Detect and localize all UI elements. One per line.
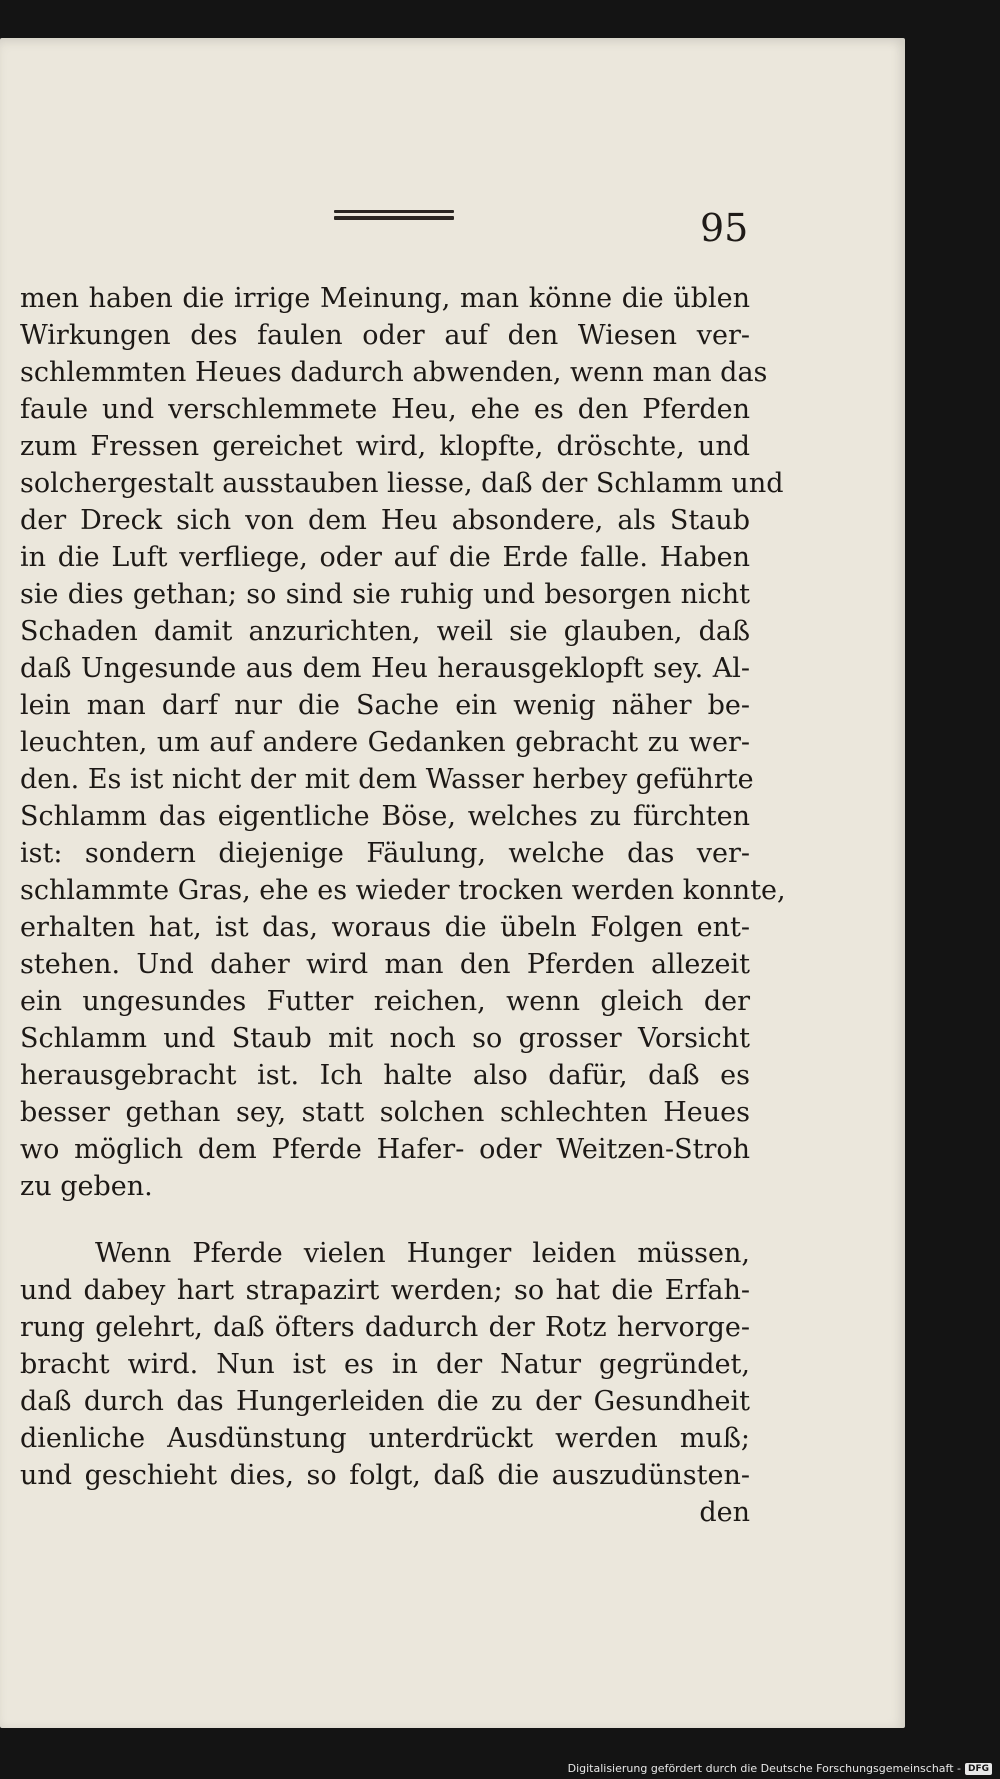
credit-text: Digitalisierung gefördert durch die Deutsche Forschungsgemeinschaft - [567,1762,961,1775]
page-number: 95 [700,206,749,250]
text-line: daß Ungesunde aus dem Heu herausgeklopft sey. Al- [20,653,750,684]
text-line: Schlamm und Staub mit noch so grosser Vorsicht [20,1023,750,1054]
text-line: sie dies gethan; so sind sie ruhig und besorgen nicht [20,579,750,610]
text-line: besser gethan sey, statt solchen schlechten Heues [20,1097,750,1128]
text-line: daß durch das Hungerleiden die zu der Gesundheit [20,1386,750,1417]
text-line: in die Luft verfliege, oder auf die Erde falle. Haben [20,542,750,573]
text-line: schlemmten Heues dadurch abwenden, wenn man das [20,357,768,388]
text-line: herausgebracht ist. Ich halte also dafür, daß es [20,1060,750,1091]
paragraph-gap [20,1205,750,1235]
text-line: dienliche Ausdünstung unterdrückt werden muß; [20,1423,750,1454]
text-line: zum Fressen gereichet wird, klopfte, dröschte, und [20,431,750,462]
text-line: lein man darf nur die Sache ein wenig näher be- [20,690,750,721]
text-line: und dabey hart strapazirt werden; so hat die Erfah- [20,1275,750,1306]
text-line: erhalten hat, ist das, woraus die übeln Folgen ent- [20,912,750,943]
text-line: stehen. Und daher wird man den Pferden allezeit [20,949,750,980]
text-line: Wenn Pferde vielen Hunger leiden müssen, [95,1238,750,1269]
dfg-logo-icon: DFG [965,1763,992,1775]
text-line: den. Es ist nicht der mit dem Wasser herbey geführte [20,764,754,795]
text-line: ein ungesundes Futter reichen, wenn gleich der [20,986,750,1017]
text-line: und geschieht dies, so folgt, daß die auszudünsten- [20,1460,750,1491]
text-line: Schlamm das eigentliche Böse, welches zu fürchten [20,801,750,832]
text-line: bracht wird. Nun ist es in der Natur gegründet, [20,1349,750,1380]
digitization-credit [568,1762,992,1775]
text-line: men haben die irrige Meinung, man könne die üblen [20,283,750,314]
text-line: Wirkungen des faulen oder auf den Wiesen ver- [20,320,750,351]
text-line: ist: sondern diejenige Fäulung, welche das ver- [20,838,750,869]
text-line: schlammte Gras, ehe es wieder trocken werden konnte, [20,875,786,906]
text-line: den [699,1497,750,1528]
text-line: rung gelehrt, daß öfters dadurch der Rotz hervorge- [20,1312,750,1343]
text-line: zu geben. [20,1171,153,1202]
text-line: Schaden damit anzurichten, weil sie glauben, daß [20,616,750,647]
text-line: solchergestalt ausstauben liesse, daß der Schlamm und [20,468,784,499]
text-line: wo möglich dem Pferde Hafer- oder Weitzen-Stroh [20,1134,750,1165]
text-line: faule und verschlemmete Heu, ehe es den Pferden [20,394,750,425]
text-line: der Dreck sich von dem Heu absondere, als Staub [20,505,750,536]
body-text [20,280,786,1531]
book-page [0,38,905,1728]
header-rule [334,210,454,222]
text-line: leuchten, um auf andere Gedanken gebracht zu wer- [20,727,750,758]
